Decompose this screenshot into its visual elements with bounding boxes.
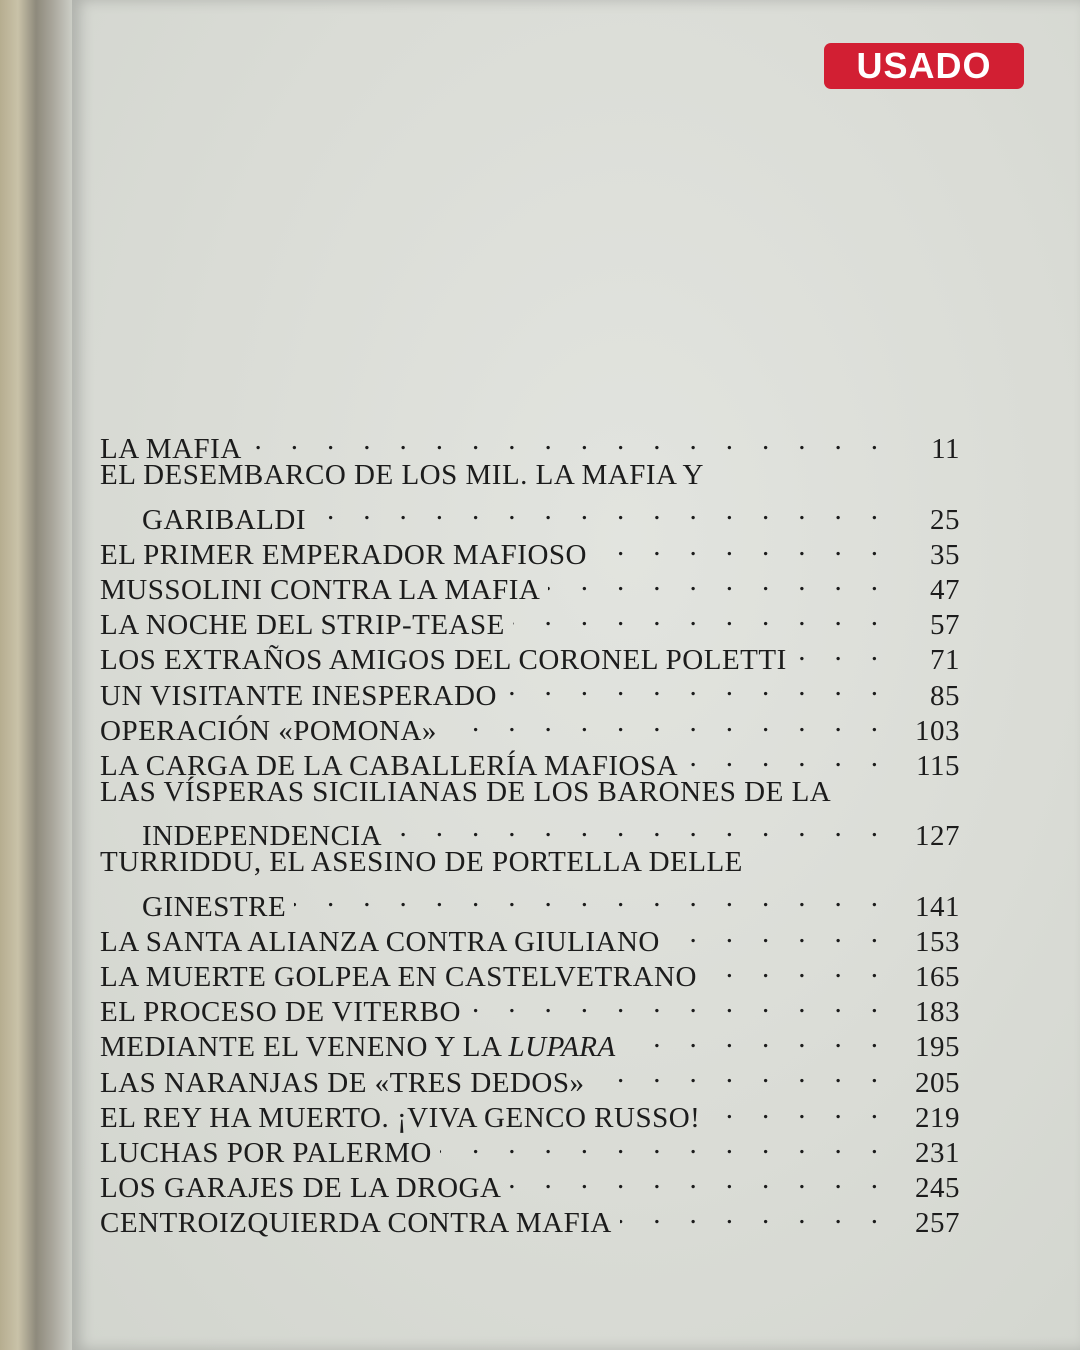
dot-leader xyxy=(509,1162,878,1197)
toc-entry-line xyxy=(100,916,960,958)
toc-page-number: 219 xyxy=(915,1101,960,1134)
toc-page-number: 25 xyxy=(930,503,960,536)
toc-page-number: 115 xyxy=(916,749,960,782)
toc-page-number: 57 xyxy=(930,609,960,642)
toc-entry-title: LOS GARAJES DE LA DROGA xyxy=(100,1172,502,1205)
italic-term: LUPARA xyxy=(508,1031,616,1064)
toc-page-number: 127 xyxy=(915,820,960,853)
toc-entry xyxy=(100,423,960,466)
toc-entry-line xyxy=(100,986,960,1029)
toc-entry xyxy=(100,775,960,853)
dot-leader xyxy=(593,1056,879,1091)
dot-leader xyxy=(620,1197,878,1232)
table-of-contents xyxy=(100,423,960,1240)
toc-entry xyxy=(100,1021,960,1064)
toc-entry-title: EL PROCESO DE VITERBO xyxy=(100,996,461,1029)
toc-entry-line xyxy=(100,599,960,642)
toc-entry-title: LA MUERTE GOLPEA EN CASTELVETRANO xyxy=(100,961,697,994)
toc-entry-title: LUCHAS POR PALERMO xyxy=(100,1136,432,1169)
toc-entry-line xyxy=(100,423,960,466)
toc-page-number: 205 xyxy=(915,1066,960,1099)
toc-entry-line xyxy=(100,1021,960,1064)
toc-page-number: 103 xyxy=(915,714,960,747)
toc-entry-line xyxy=(100,669,960,712)
toc-page-number: 11 xyxy=(931,433,960,466)
toc-page-number: 35 xyxy=(930,538,960,571)
toc-page-number: 245 xyxy=(915,1172,960,1205)
toc-entry-continuation xyxy=(100,810,960,853)
toc-entry xyxy=(100,1056,960,1099)
dot-leader xyxy=(469,986,878,1021)
toc-entry xyxy=(100,634,960,677)
toc-entry-line xyxy=(100,529,960,571)
toc-page-number: 85 xyxy=(930,679,960,712)
toc-entry xyxy=(100,916,960,958)
dot-leader xyxy=(595,529,878,564)
toc-entry xyxy=(100,705,960,747)
toc-entry xyxy=(100,1127,960,1169)
dot-leader xyxy=(294,880,878,915)
toc-entry xyxy=(100,1092,960,1134)
toc-entry-line xyxy=(100,634,960,677)
toc-entry-title: LAS NARANJAS DE «TRES DEDOS» xyxy=(100,1066,585,1099)
dot-leader xyxy=(548,564,878,599)
toc-page-number: 153 xyxy=(915,925,960,958)
toc-entry-line xyxy=(100,845,960,880)
toc-entry xyxy=(100,529,960,571)
toc-entry-title: LA MAFIA xyxy=(100,433,242,466)
toc-page-number: 257 xyxy=(915,1207,960,1240)
toc-entry-title: TURRIDDU, EL ASESINO DE PORTELLA DELLE xyxy=(100,846,743,879)
dot-leader xyxy=(705,951,878,986)
toc-entry-title: GINESTRE xyxy=(142,890,287,923)
dot-leader xyxy=(668,916,878,951)
toc-page-number: 141 xyxy=(915,890,960,923)
toc-entry xyxy=(100,951,960,994)
dot-leader xyxy=(795,634,878,669)
dot-leader xyxy=(250,423,878,458)
toc-entry-line xyxy=(100,458,960,493)
toc-entry xyxy=(100,845,960,923)
toc-entry-title: CENTROIZQUIERDA CONTRA MAFIA xyxy=(100,1207,612,1240)
dot-leader xyxy=(390,810,878,845)
toc-entry-continuation xyxy=(100,880,960,923)
toc-entry-line xyxy=(100,1127,960,1169)
toc-entry-line xyxy=(100,1092,960,1134)
toc-entry-title: EL REY HA MUERTO. ¡VIVA GENCO RUSSO! xyxy=(100,1101,701,1134)
toc-entry-title: EL DESEMBARCO DE LOS MIL. LA MAFIA Y xyxy=(100,459,704,492)
toc-entry-title: LA NOCHE DEL STRIP-TEASE xyxy=(100,609,505,642)
toc-page-number: 47 xyxy=(930,573,960,606)
used-badge: USADO xyxy=(824,43,1024,89)
toc-entry-title: INDEPENDENCIA xyxy=(142,820,383,853)
toc-entry-title: MUSSOLINI CONTRA LA MAFIA xyxy=(100,573,541,606)
toc-entry xyxy=(100,669,960,712)
dot-leader xyxy=(708,1092,878,1127)
toc-entry-title: MEDIANTE EL VENENO Y LA LUPARA xyxy=(100,1031,616,1064)
toc-page-number: 71 xyxy=(930,644,960,677)
toc-entry-line xyxy=(100,951,960,994)
toc-entry-title: EL PRIMER EMPERADOR MAFIOSO xyxy=(100,538,587,571)
dot-leader xyxy=(624,1021,878,1056)
toc-entry-title: OPERACIÓN «POMONA» xyxy=(100,714,437,747)
toc-page-number: 165 xyxy=(915,961,960,994)
toc-entry-line xyxy=(100,564,960,606)
toc-page-number: 195 xyxy=(915,1031,960,1064)
dot-leader xyxy=(513,599,878,634)
toc-entry-title: LA SANTA ALIANZA CONTRA GIULIANO xyxy=(100,925,660,958)
toc-entry-title: GARIBALDI xyxy=(142,503,306,536)
toc-entry-title: LA CARGA DE LA CABALLERÍA MAFIOSA xyxy=(100,749,679,782)
toc-entry xyxy=(100,564,960,606)
toc-entry xyxy=(100,986,960,1029)
dot-leader xyxy=(686,740,878,775)
toc-entry-line xyxy=(100,1197,960,1240)
toc-page-number: 231 xyxy=(915,1136,960,1169)
toc-entry xyxy=(100,1162,960,1205)
toc-entry-title: LOS EXTRAÑOS AMIGOS DEL CORONEL POLETTI xyxy=(100,644,787,677)
dot-leader xyxy=(505,669,878,704)
toc-entry-line xyxy=(100,775,960,810)
toc-page-number: 183 xyxy=(915,996,960,1029)
dot-leader xyxy=(440,1127,878,1162)
toc-entry-continuation xyxy=(100,493,960,536)
toc-entry-title: UN VISITANTE INESPERADO xyxy=(100,679,497,712)
toc-entry xyxy=(100,458,960,536)
toc-entry-title: LAS VÍSPERAS SICILIANAS DE LOS BARONES DE LA xyxy=(100,775,832,808)
toc-entry xyxy=(100,740,960,782)
toc-entry-line xyxy=(100,1056,960,1099)
dot-leader xyxy=(445,705,878,740)
toc-entry-line xyxy=(100,1162,960,1205)
toc-entry-line xyxy=(100,740,960,782)
toc-entry-line xyxy=(100,705,960,747)
toc-entry xyxy=(100,1197,960,1240)
dot-leader xyxy=(314,493,878,528)
toc-entry xyxy=(100,599,960,642)
